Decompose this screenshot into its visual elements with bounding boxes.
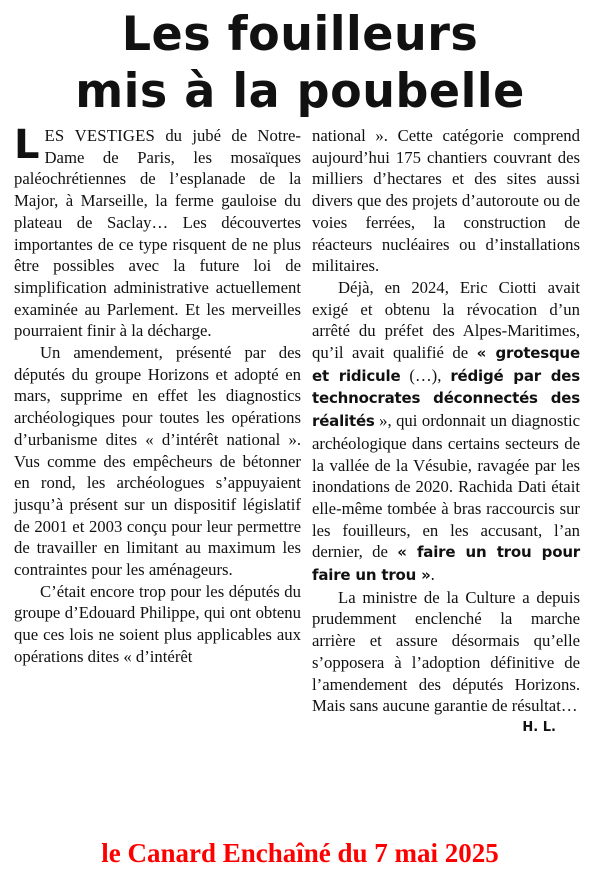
headline-line-2: mis à la poubelle bbox=[75, 63, 525, 119]
headline-line-1: Les fouilleurs bbox=[121, 5, 479, 61]
paragraph-4-text-d: . bbox=[430, 565, 435, 585]
paragraph-1-text: du jubé de Notre-Dame de Paris, les mosaïques paléochrétiennes de l’esplanade de la Major, à Marseille, la ferme gauloise du plateau de Saclay… Les découvertes importantes de ce type risquent de ne plus être possibles avec la future loi de simplification administrative actuellement examinée au Parlement. Et les merveilles pourraient finir à la décharge. bbox=[14, 126, 301, 341]
paragraph-4-text-a: Déjà, en 2024, Eric Ciotti avait exigé et obtenu la révocation d’un arrêté du préfet des Alpes-Maritimes, qu’il avait qualifié de bbox=[312, 277, 580, 363]
quote-trou: « faire un trou pour faire un trou » bbox=[312, 543, 580, 585]
paragraph-5 bbox=[312, 587, 580, 735]
article-column-right bbox=[312, 125, 580, 739]
paragraph-2: Un amendement, présenté par des députés du groupe Horizons et adopté en mars, supprime en effet les diagnostics archéologiques pour toutes les opérations d’urbanisme dites « d’intérêt national ». Vus comme des empêcheurs de bétonner en rond, les archéologues s’appuyaient jusqu’à présent sur un dispositif législatif de 2001 et 2003 conçu pour leur permettre de travailler en limitant au maximum les contraintes pour les aménageurs. bbox=[14, 343, 301, 580]
author-signature: H. L. bbox=[522, 719, 556, 735]
drop-cap: L bbox=[14, 122, 40, 168]
article-column-left bbox=[14, 122, 301, 668]
paragraph-1 bbox=[14, 122, 301, 342]
paragraph-4-text-c: », qui ordonnait un diagnostic archéologique dans certains secteurs de la vallée de la Vésubie, ravagée par les inondations de 2020. Rachida Dati était elle-même tombée à bras raccourcis sur les fouilleurs, en les accusant, l’an dernier, de bbox=[312, 411, 580, 562]
paragraph-5-text: La ministre de la Culture a depuis prudemment enclenché la marche arrière et assure désormais qu’elle s’opposera à l’adoption définitive de l’amendement des députés Horizons. Mais sans aucune garantie de résultat… bbox=[312, 587, 580, 716]
paragraph-4 bbox=[312, 277, 580, 587]
lead-in-caps: ES VESTIGES bbox=[44, 126, 155, 145]
paragraph-3-continued: national ». Cette catégorie comprend aujourd’hui 175 chantiers couvrant des milliers d’hectares et des sites aussi divers que des projets d’autoroute ou de voies ferrées, la construction de réacteurs nucléaires ou d’installations militaires. bbox=[312, 126, 580, 276]
quote-grotesque: « grotesque et ridicule bbox=[312, 344, 580, 385]
paragraph-3: C’était encore trop pour les députés du groupe d’Edouard Philippe, qui ont obtenu que ces lois ne soient plus applicables aux opérations dites « d’intérêt bbox=[14, 581, 301, 666]
source-caption: le Canard Enchaîné du 7 mai 2025 bbox=[101, 838, 499, 868]
quote-technocrates: rédigé par des technocrates déconnectés des réalités bbox=[312, 366, 580, 431]
headline bbox=[0, 5, 600, 119]
paragraph-4-text-b: (…), bbox=[400, 365, 451, 385]
